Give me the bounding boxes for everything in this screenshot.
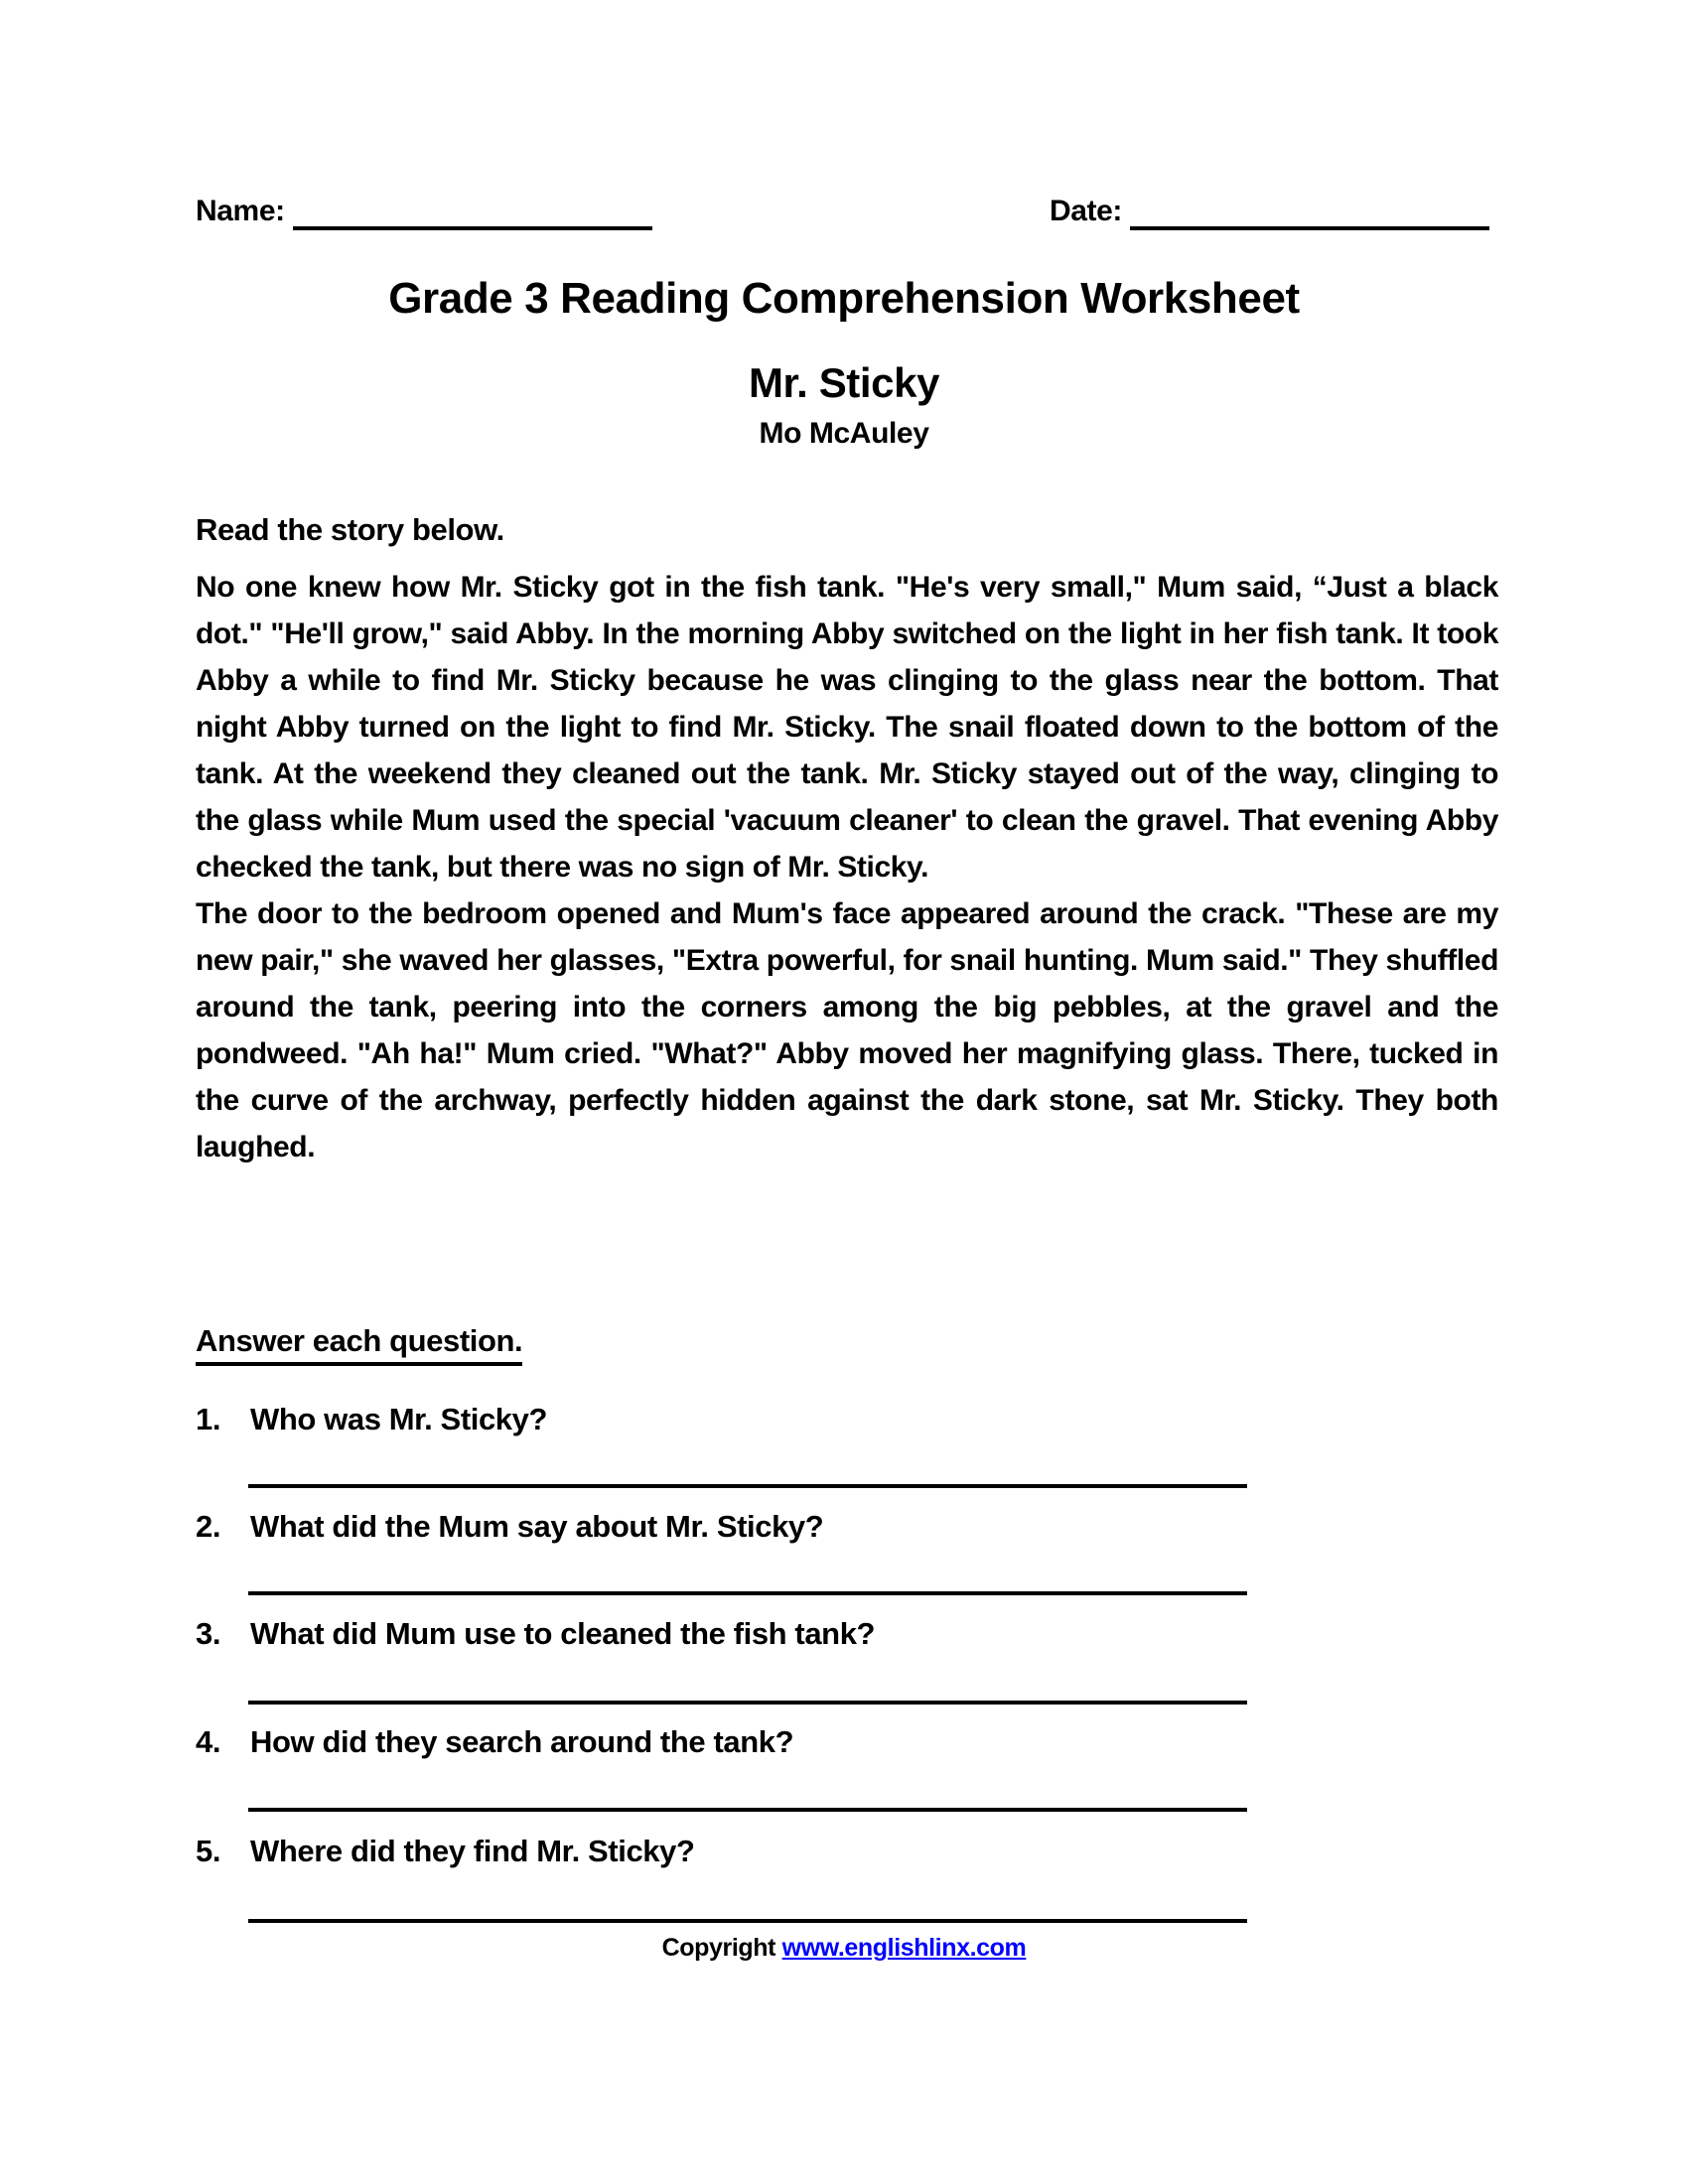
answer-line-5[interactable] [248, 1919, 1247, 1923]
question-1-text: Who was Mr. Sticky? [250, 1402, 548, 1436]
story-paragraph-1: No one knew how Mr. Sticky got in the fish tank. "He's very small," Mum said, “Just a black dot." "He'll grow," said Abby. In the morning Abby switched on the light in her fish tank. It took Abby a while to find Mr. Sticky because he was clinging to the glass near the bottom. That night Abby turned on the light to find Mr. Sticky. The snail floated down to the bottom of the tank. At the weekend they cleaned out the tank. Mr. Sticky stayed out of the way, clinging to the glass while Mum used the special 'vacuum cleaner' to clean the gravel. That evening Abby checked the tank, but there was no sign of Mr. Sticky. [196, 571, 1498, 884]
footer-copyright [0, 1934, 1688, 1963]
date-label: Date: [1049, 195, 1122, 227]
question-5-text: Where did they find Mr. Sticky? [250, 1834, 695, 1868]
name-input-line[interactable] [293, 199, 652, 230]
answer-section-heading: Answer each question. [196, 1323, 522, 1366]
question-1-number: 1. [196, 1402, 221, 1436]
question-3-number: 3. [196, 1616, 221, 1651]
question-4-text: How did they search around the tank? [250, 1724, 794, 1759]
question-4 [196, 1724, 1498, 1760]
date-input-line[interactable] [1130, 199, 1489, 230]
question-2-number: 2. [196, 1509, 221, 1544]
question-4-number: 4. [196, 1724, 221, 1759]
page-title: Grade 3 Reading Comprehension Worksheet [388, 274, 1300, 323]
story-text [196, 564, 1498, 1170]
question-3 [196, 1616, 1498, 1652]
name-field [196, 195, 652, 230]
answer-line-4[interactable] [248, 1808, 1247, 1812]
answer-line-1[interactable] [248, 1484, 1247, 1488]
copyright-label: Copyright [661, 1934, 776, 1962]
header-row [196, 195, 1489, 230]
story-title: Mr. Sticky [748, 359, 940, 406]
question-2 [196, 1509, 1498, 1545]
question-5-number: 5. [196, 1834, 221, 1868]
question-2-text: What did the Mum say about Mr. Sticky? [250, 1509, 824, 1544]
story-author: Mo McAuley [759, 417, 929, 450]
englishlinx-link[interactable]: www.englishlinx.com [781, 1934, 1027, 1962]
question-1 [196, 1402, 1498, 1437]
answer-line-2[interactable] [248, 1591, 1247, 1595]
question-3-text: What did Mum use to cleaned the fish tank? [250, 1616, 876, 1651]
answer-line-3[interactable] [248, 1701, 1247, 1705]
name-label: Name: [196, 195, 285, 227]
date-field [1050, 195, 1489, 230]
read-instructions: Read the story below. [196, 512, 504, 547]
story-paragraph-2: The door to the bedroom opened and Mum's face appeared around the crack. "These are my new pair," she waved her glasses, "Extra powerful, for snail hunting. Mum said." They shuffled around the tank, peering into the corners among the big pebbles, at the gravel and the pondweed. "Ah ha!" Mum cried. "What?" Abby moved her magnifying glass. There, tucked in the curve of the archway, perfectly hidden against the dark stone, sat Mr. Sticky. They both laughed. [196, 897, 1498, 1163]
question-5 [196, 1834, 1498, 1869]
